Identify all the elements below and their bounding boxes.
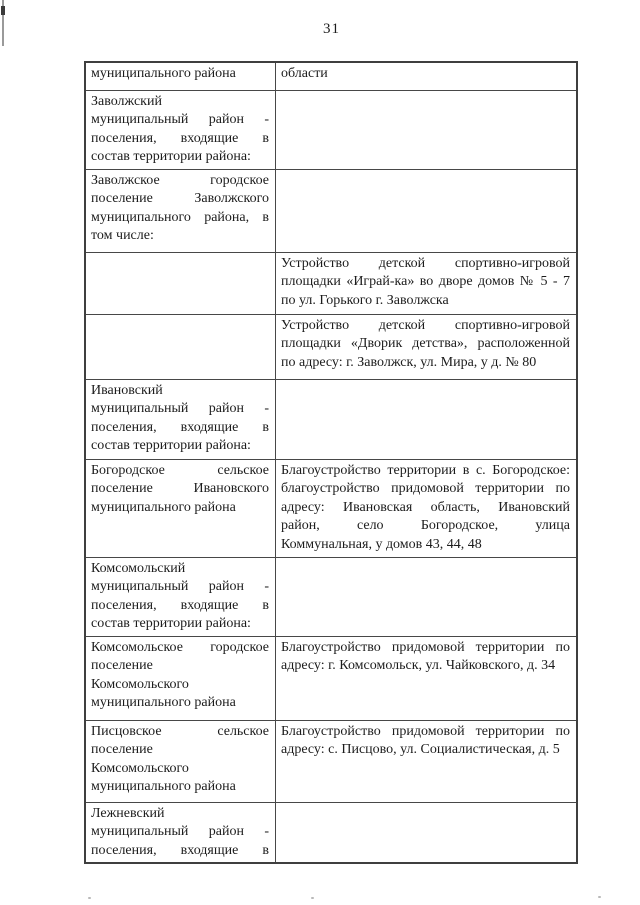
cell-municipality <box>85 90 276 169</box>
text-line: муниципального района <box>91 499 236 515</box>
table-row <box>85 379 577 459</box>
text-line: муниципальный район - <box>91 579 269 594</box>
text-line: Писцовское сельское <box>91 723 269 739</box>
cell-improvement-object <box>276 802 578 863</box>
text-line: поселения, входящие в <box>91 419 269 435</box>
table-row <box>85 252 577 314</box>
text-line: площадки «Играй-ка» во дворе домов № 5 - 7 <box>281 274 570 289</box>
table-row <box>85 720 577 802</box>
text-line: Заволжское городское <box>91 172 269 188</box>
text-line: площадки «Дворик детства», расположенной <box>281 336 570 351</box>
table-row <box>85 314 577 379</box>
cell-municipality <box>85 62 276 90</box>
table-row <box>85 62 577 90</box>
text-line: поселение <box>91 658 153 673</box>
text-line: адресу: с. Писцово, ул. Социалистическая, д. 5 <box>281 742 560 757</box>
text-line: муниципального района, в <box>91 209 269 225</box>
text-line: поселения, входящие в <box>91 842 269 858</box>
text-line: Устройство детской спортивно-игровой <box>281 255 570 271</box>
text-line: Комсомольского <box>91 676 189 692</box>
cell-municipality <box>85 557 276 636</box>
cell-municipality <box>85 314 276 379</box>
text-line: район, село Богородское, улица <box>281 518 570 533</box>
text-line: муниципального района <box>91 695 236 710</box>
text-line: Коммунальная, у домов 43, 44, 48 <box>281 536 482 552</box>
cell-improvement-object <box>276 720 578 802</box>
cell-municipality <box>85 636 276 720</box>
text-line: муниципальный район - <box>91 824 269 839</box>
text-line: Лежневский <box>91 805 165 821</box>
scan-speck <box>311 897 314 899</box>
table-row <box>85 802 577 863</box>
text-line: Благоустройство придомовой территории по <box>281 639 570 655</box>
text-line: состав территории района: <box>91 616 251 631</box>
text-line: благоустройство придомовой территории по <box>281 481 570 496</box>
text-line: Богородское сельское <box>91 462 269 478</box>
scan-artifact-mark <box>1 6 5 15</box>
cell-improvement-object <box>276 252 578 314</box>
scan-speck <box>598 896 601 898</box>
cell-municipality <box>85 720 276 802</box>
text-line: области <box>281 66 328 81</box>
text-line: том числе: <box>91 228 154 243</box>
text-line: Заволжский <box>91 93 162 109</box>
text-line: Комсомольское городское <box>91 639 269 655</box>
text-line: по ул. Горького г. Заволжска <box>281 292 449 308</box>
text-line: состав территории района: <box>91 149 251 164</box>
text-line: муниципальный район - <box>91 401 269 416</box>
cell-municipality <box>85 169 276 252</box>
cell-improvement-object <box>276 62 578 90</box>
table-row <box>85 557 577 636</box>
scan-speck <box>88 897 91 899</box>
table-row <box>85 636 577 720</box>
cell-municipality <box>85 802 276 863</box>
cell-improvement-object <box>276 169 578 252</box>
municipal-projects-table <box>84 61 578 864</box>
cell-municipality <box>85 379 276 459</box>
cell-improvement-object <box>276 636 578 720</box>
table-body <box>85 62 577 863</box>
cell-improvement-object <box>276 90 578 169</box>
cell-improvement-object <box>276 314 578 379</box>
text-line: адресу: г. Комсомольск, ул. Чайковского, д. 34 <box>281 658 556 673</box>
table-row <box>85 459 577 557</box>
text-line: поселение Ивановского <box>91 481 269 496</box>
text-line: поселения, входящие в <box>91 130 269 146</box>
cell-improvement-object <box>276 379 578 459</box>
text-line: поселение Заволжского <box>91 191 269 206</box>
text-line: поселение <box>91 742 153 757</box>
text-line: состав территории района: <box>91 438 251 453</box>
cell-municipality <box>85 459 276 557</box>
text-line: муниципального района <box>91 779 236 794</box>
text-line: Устройство детской спортивно-игровой <box>281 317 570 333</box>
text-line: муниципальный район - <box>91 112 269 127</box>
text-line: адресу: Ивановская область, Ивановский <box>281 499 570 515</box>
cell-improvement-object <box>276 557 578 636</box>
text-line: Благоустройство придомовой территории по <box>281 723 570 739</box>
text-line: по адресу: г. Заволжск, ул. Мира, у д. № 80 <box>281 354 537 370</box>
text-line: Благоустройство территории в с. Богородское: <box>281 462 570 478</box>
cell-municipality <box>85 252 276 314</box>
text-line: муниципального района <box>91 66 236 81</box>
text-line: Комсомольского <box>91 760 189 776</box>
page-number: 31 <box>323 21 340 37</box>
text-line: Ивановский <box>91 382 163 398</box>
table-row <box>85 90 577 169</box>
text-line: Комсомольский <box>91 560 186 576</box>
cell-improvement-object <box>276 459 578 557</box>
table-row <box>85 169 577 252</box>
text-line: поселения, входящие в <box>91 597 269 613</box>
